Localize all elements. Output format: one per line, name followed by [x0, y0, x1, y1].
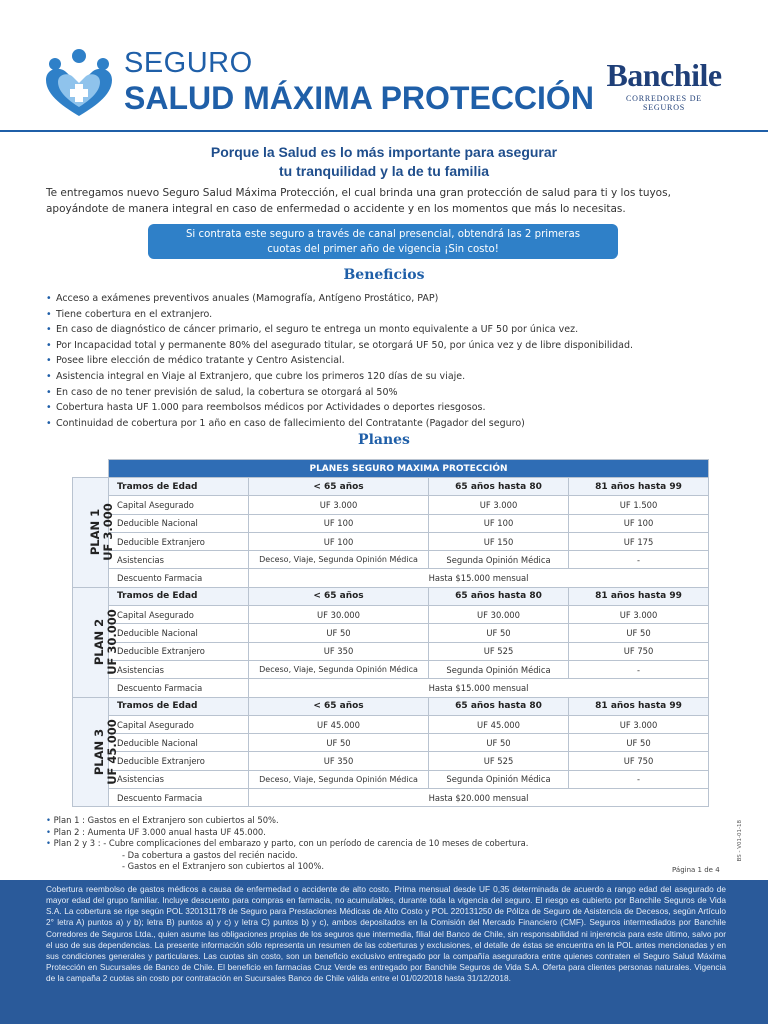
note-plan-2: • Plan 2 : Aumenta UF 3.000 anual hasta UF 45.000.	[46, 826, 266, 837]
table-row	[73, 569, 709, 587]
table-cell: -	[569, 660, 709, 678]
brand-name: Banchile	[606, 57, 722, 93]
table-row	[73, 660, 709, 678]
table-cell: UF 100	[249, 532, 429, 550]
pharmacy-discount-cell: Hasta $15.000 mensual	[249, 679, 709, 697]
table-cell: Deceso, Viaje, Segunda Opinión Médica	[249, 660, 429, 678]
age-bracket-column-header: 65 años hasta 80	[429, 587, 569, 605]
promo-line-1: Si contrata este seguro a través de canal presencial, obtendrá las 2 primeras	[185, 229, 581, 240]
benefit-item: • Continuidad de cobertura por 1 año en caso de fallecimiento del Contratante (Pagador del seguro)	[46, 416, 736, 432]
table-row	[73, 642, 709, 660]
table-row	[73, 551, 709, 569]
plan-name: PLAN 3	[91, 728, 106, 776]
note-sub-newborn: - Da cobertura a gastos del recién nacido.	[122, 849, 298, 860]
table-cell: UF 525	[429, 642, 569, 660]
plans-table	[72, 459, 709, 807]
tagline-line-2: tu tranquilidad y la de tu familia	[278, 163, 490, 179]
table-cell: UF 525	[429, 752, 569, 770]
row-label: Capital Asegurado	[109, 606, 249, 624]
benefit-item: • Tiene cobertura en el extranjero.	[46, 307, 736, 323]
plan-notes	[46, 815, 646, 873]
plans-table-title: PLANES SEGURO MAXIMA PROTECCIÓN	[109, 460, 709, 478]
benefit-item: • En caso de diagnóstico de cáncer primario, el seguro te entrega un monto equivalente a UF 50 por única vez.	[46, 322, 736, 338]
intro-paragraph: Te entregamos nuevo Seguro Salud Máxima Protección, el cual brinda una gran protección de salud para ti y los tuyos, apoyándote de manera integral en caso de enfermedad o accidente y en los momentos que más lo necesitas.	[46, 187, 671, 215]
benefit-item: • Asistencia integral en Viaje al Extranjero, que cubre los primeros 120 días de su viaje.	[46, 369, 736, 385]
plan-amount: UF 3.000	[100, 503, 115, 562]
age-bracket-label: Tramos de Edad	[109, 697, 249, 715]
benefits-title: Beneficios	[343, 267, 425, 283]
row-label: Asistencias	[109, 551, 249, 569]
age-bracket-column-header: 65 años hasta 80	[429, 478, 569, 496]
pharmacy-discount-cell: Hasta $15.000 mensual	[249, 569, 709, 587]
benefit-item: • En caso de no tener previsión de salud, la cobertura se otorgará al 50%	[46, 385, 736, 401]
plan-side-label	[73, 478, 115, 588]
table-row	[73, 734, 709, 752]
pharmacy-discount-cell: Hasta $20.000 mensual	[249, 789, 709, 807]
header-divider	[0, 130, 768, 132]
table-cell: UF 3.000	[249, 496, 429, 514]
age-bracket-column-header: < 65 años	[249, 587, 429, 605]
table-cell: -	[569, 551, 709, 569]
table-cell: UF 50	[569, 734, 709, 752]
age-bracket-column-header: 65 años hasta 80	[429, 697, 569, 715]
row-label: Descuento Farmacia	[109, 569, 249, 587]
row-label: Capital Asegurado	[109, 496, 249, 514]
row-label: Descuento Farmacia	[109, 789, 249, 807]
plan-side-label	[73, 697, 119, 807]
plan-amount: UF 30.000	[104, 609, 119, 675]
age-bracket-header-row	[73, 697, 709, 715]
note-plan-2-3: • Plan 2 y 3 : - Cubre complicaciones del embarazo y parto, con un período de carencia de 10 meses de cobertura.	[46, 838, 529, 849]
table-row	[73, 789, 709, 807]
table-cell: UF 100	[429, 514, 569, 532]
age-bracket-header-row	[73, 478, 709, 496]
banchile-logo	[604, 58, 724, 112]
note-sub-abroad: - Gastos en el Extranjero son cubiertos al 100%.	[122, 861, 325, 872]
table-cell: Deceso, Viaje, Segunda Opinión Médica	[249, 770, 429, 788]
table-cell: UF 150	[429, 532, 569, 550]
row-label: Deducible Nacional	[109, 624, 249, 642]
legal-text: Cobertura reembolso de gastos médicos a causa de enfermedad o accidente de alto costo. Prima mensual desde UF 0,35 determinada de acuerdo a rango edad del asegurado de mayor edad del grupo familiar. Incluye descuento para compras en farmacia, no acumulables, durante toda la vigencia del seguro. El riesgo es cubierto por Banchile Seguros de Vida S.A. La cobertura se rige según POL 320131178 de Seguro para Prestaciones Médicas de Alto Costo y POL 220131250 de Póliza de Seguro de Asistencia de Decesos, según Artículo 2° letra A) puntos a) y b); letra B) puntos a) y c) y letra C) puntos b) y c), ambos depositados en la Comisión del Mercado Financiero (CMF). Seguros intermediados por Banchile Corredores de Seguros Ltda., quien asume las obligaciones propias de los seguros que intermedia, filial del Banco de Chile, sin responsabilidad ni injerencia para este último, salvo por el uso de sus dependencias. La presente información sólo representa un resumen de las coberturas y exclusiones, el detalle de éstas se encuentra en la POL antes mencionadas y en sus condiciones generales y particulares. Las cuotas sin costo, son un beneficio exclusivo entregado por la compañía aseguradora entre quienes contraten el Seguro Salud Máxima Protección en Sucursales de Banco de Chile. El beneficio en farmacias Cruz Verde es entregado por Banchile Seguros de Vida S.A. Oferta para clientes personas naturales. Vigencia de la campaña 2 cuotas sin costo por contratación en Sucursales Banco de Chile válida entre el 01/02/2018 hasta 31/12/2018.	[46, 884, 726, 984]
plan-amount: UF 45.000	[104, 719, 119, 785]
table-row	[73, 624, 709, 642]
table-row	[73, 496, 709, 514]
age-bracket-column-header: 81 años hasta 99	[569, 478, 709, 496]
age-bracket-column-header: < 65 años	[249, 697, 429, 715]
table-cell: UF 3.000	[569, 715, 709, 733]
table-cell: UF 1.500	[569, 496, 709, 514]
tagline-line-1: Porque la Salud es lo más importante para asegurar	[210, 144, 558, 160]
document-code: BS - V01-01-18	[737, 820, 743, 862]
table-cell: UF 50	[429, 734, 569, 752]
row-label: Asistencias	[109, 770, 249, 788]
table-cell: Deceso, Viaje, Segunda Opinión Médica	[249, 551, 429, 569]
table-row	[73, 770, 709, 788]
age-bracket-column-header: < 65 años	[249, 478, 429, 496]
header-title: SALUD MÁXIMA PROTECCIÓN	[124, 80, 594, 116]
table-cell: UF 50	[569, 624, 709, 642]
table-cell: UF 30.000	[249, 606, 429, 624]
table-cell: Segunda Opinión Médica	[429, 551, 569, 569]
table-cell: UF 45.000	[429, 715, 569, 733]
table-row	[73, 679, 709, 697]
plan-name: PLAN 1	[87, 509, 102, 556]
table-cell: UF 175	[569, 532, 709, 550]
page-number: Página 1 de 4	[672, 866, 720, 874]
age-bracket-column-header: 81 años hasta 99	[569, 697, 709, 715]
row-label: Deducible Nacional	[109, 734, 249, 752]
family-heart-logo-icon	[42, 44, 116, 118]
plan-name: PLAN 2	[91, 619, 106, 666]
promo-banner	[148, 224, 618, 259]
table-row	[73, 606, 709, 624]
table-cell: UF 750	[569, 642, 709, 660]
benefit-item: • Acceso a exámenes preventivos anuales (Mamografía, Antígeno Prostático, PAP)	[46, 291, 736, 307]
plans-title: Planes	[358, 432, 410, 448]
row-label: Deducible Extranjero	[109, 752, 249, 770]
table-cell: UF 30.000	[429, 606, 569, 624]
table-cell: UF 45.000	[249, 715, 429, 733]
table-cell: UF 50	[249, 624, 429, 642]
row-label: Descuento Farmacia	[109, 679, 249, 697]
table-row	[73, 514, 709, 532]
benefit-item: • Cobertura hasta UF 1.000 para reembolsos médicos por Actividades o deportes riesgosos.	[46, 400, 736, 416]
age-bracket-column-header: 81 años hasta 99	[569, 587, 709, 605]
table-cell: UF 750	[569, 752, 709, 770]
table-cell: UF 100	[249, 514, 429, 532]
table-cell: UF 100	[569, 514, 709, 532]
note-plan-1: • Plan 1 : Gastos en el Extranjero son cubiertos al 50%.	[46, 815, 279, 825]
brand-subtitle: CORREDORES DE SEGUROS	[626, 94, 702, 112]
benefit-item: • Por Incapacidad total y permanente 80% del asegurado titular, se otorgará UF 50, por única vez y de libre disponibilidad.	[46, 338, 736, 354]
table-cell: -	[569, 770, 709, 788]
row-label: Deducible Extranjero	[109, 532, 249, 550]
row-label: Capital Asegurado	[109, 715, 249, 733]
tagline	[150, 143, 618, 181]
benefits-list	[46, 291, 736, 431]
table-cell: UF 50	[249, 734, 429, 752]
age-bracket-label: Tramos de Edad	[109, 478, 249, 496]
plan-side-label	[73, 587, 119, 697]
table-cell: UF 350	[249, 752, 429, 770]
table-cell: Segunda Opinión Médica	[429, 660, 569, 678]
benefit-item: • Posee libre elección de médico tratante y Centro Asistencial.	[46, 353, 736, 369]
row-label: Deducible Extranjero	[109, 642, 249, 660]
table-row	[73, 532, 709, 550]
table-cell: UF 3.000	[569, 606, 709, 624]
row-label: Asistencias	[109, 660, 249, 678]
row-label: Deducible Nacional	[109, 514, 249, 532]
table-cell: Segunda Opinión Médica	[429, 770, 569, 788]
table-row	[73, 752, 709, 770]
promo-line-2: cuotas del primer año de vigencia ¡Sin costo!	[267, 244, 499, 255]
table-cell: UF 3.000	[429, 496, 569, 514]
table-row	[73, 715, 709, 733]
table-cell: UF 350	[249, 642, 429, 660]
age-bracket-header-row	[73, 587, 709, 605]
header-kicker: SEGURO	[124, 47, 253, 79]
age-bracket-label: Tramos de Edad	[109, 587, 249, 605]
table-cell: UF 50	[429, 624, 569, 642]
